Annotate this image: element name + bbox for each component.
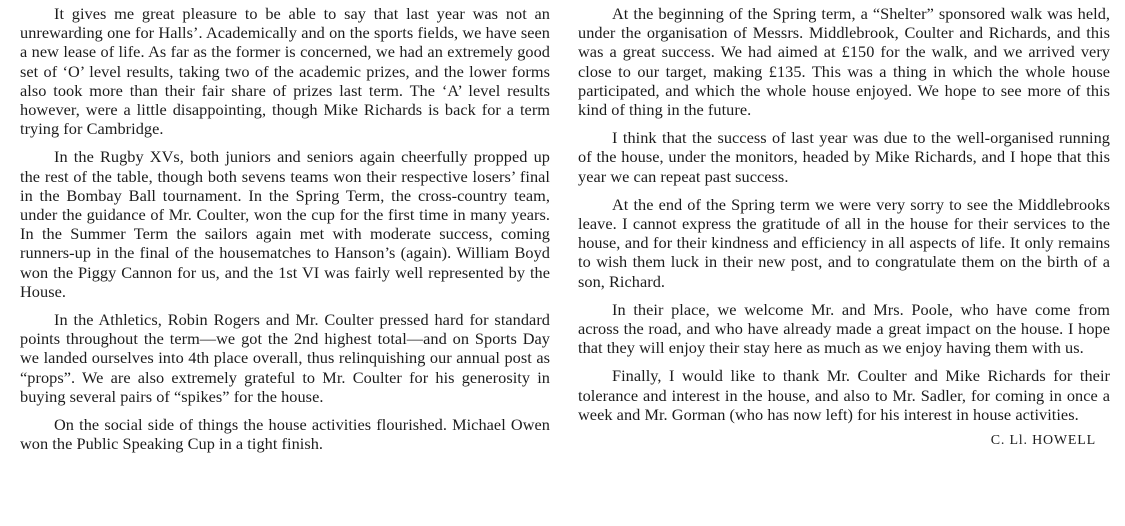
paragraph-middlebrooks-leave: At the end of the Spring term we were very sorry to see the Middlebrooks leave. I cannot express the gratitude of all in the house for their services to the house, and for their kindness and efficiency in all aspects of life. It only remains to wish them luck in their new post, and to congratulate them on the birth of a son, Richard. [578,194,1110,291]
paragraph-social-activities: On the social side of things the house activities flourished. Michael Owen won the Public Speaking Cup in a tight finish. [20,415,550,454]
right-column [578,4,1110,449]
paragraph-sponsored-walk: At the beginning of the Spring term, a “Shelter” sponsored walk was held, under the organisation of Messrs. Middlebrook, Coulter and Richards, and this was a great success. We had aimed at £150 for the walk, and we arrived very close to our target, making £135. This was a thing in which the whole house participated, and which the whole house enjoyed. We hope to see more of this kind of thing in the future. [578,4,1110,120]
paragraph-welcome-pooles: In their place, we welcome Mr. and Mrs. Poole, who have come from across the road, and who have already made a great impact on the house. I hope that they will enjoy their stay here as much as we enjoy having them with us. [578,299,1110,358]
left-column [20,4,550,462]
paragraph-house-running: I think that the success of last year was due to the well-organised running of the house, under the monitors, headed by Mike Richards, and I hope that this year we can repeat past success. [578,128,1110,186]
paragraph-academic-results: It gives me great pleasure to be able to say that last year was not an unrewarding one for Halls’. Academically and on the sports fields, we have seen a new lease of life. As far as the former is concerned, we had an extremely good set of ‘O’ level results, taking two of the academic prizes, and the lower forms also took more than their fair share of prizes last term. The ‘A’ level results however, were a little disappointing, though Mike Richards is back for a term trying for Cambridge. [20,4,550,139]
paragraph-rugby-and-sailing: In the Rugby XVs, both juniors and seniors again cheerfully propped up the rest of the table, though both sevens teams won their respective losers’ final in the Bombay Ball tournament. In the Spring Term, the cross-country team, under the guidance of Mr. Coulter, won the cup for the first time in many years. In the Summer Term the sailors again met with moderate success, coming runners-up in the final of the housematches to Hanson’s (again). William Boyd won the Piggy Cannon for us, and the 1st VI was fairly well represented by the House. [20,147,550,301]
author-signature: C. Ll. HOWELL [990,433,1096,449]
paragraph-thanks: Finally, I would like to thank Mr. Coulter and Mike Richards for their tolerance and interest in the house, and also to Mr. Sadler, for coming in once a week and Mr. Gorman (who has now left) for his interest in house activities. [578,366,1110,424]
paragraph-athletics: In the Athletics, Robin Rogers and Mr. Coulter pressed hard for standard points throughout the term—we got the 2nd highest total—and on Sports Day we landed ourselves into 4th place overall, thus relinquishing our annual post as “props”. We are also extremely grateful to Mr. Coulter for his generosity in buying several pairs of “spikes” for the house. [20,310,550,406]
